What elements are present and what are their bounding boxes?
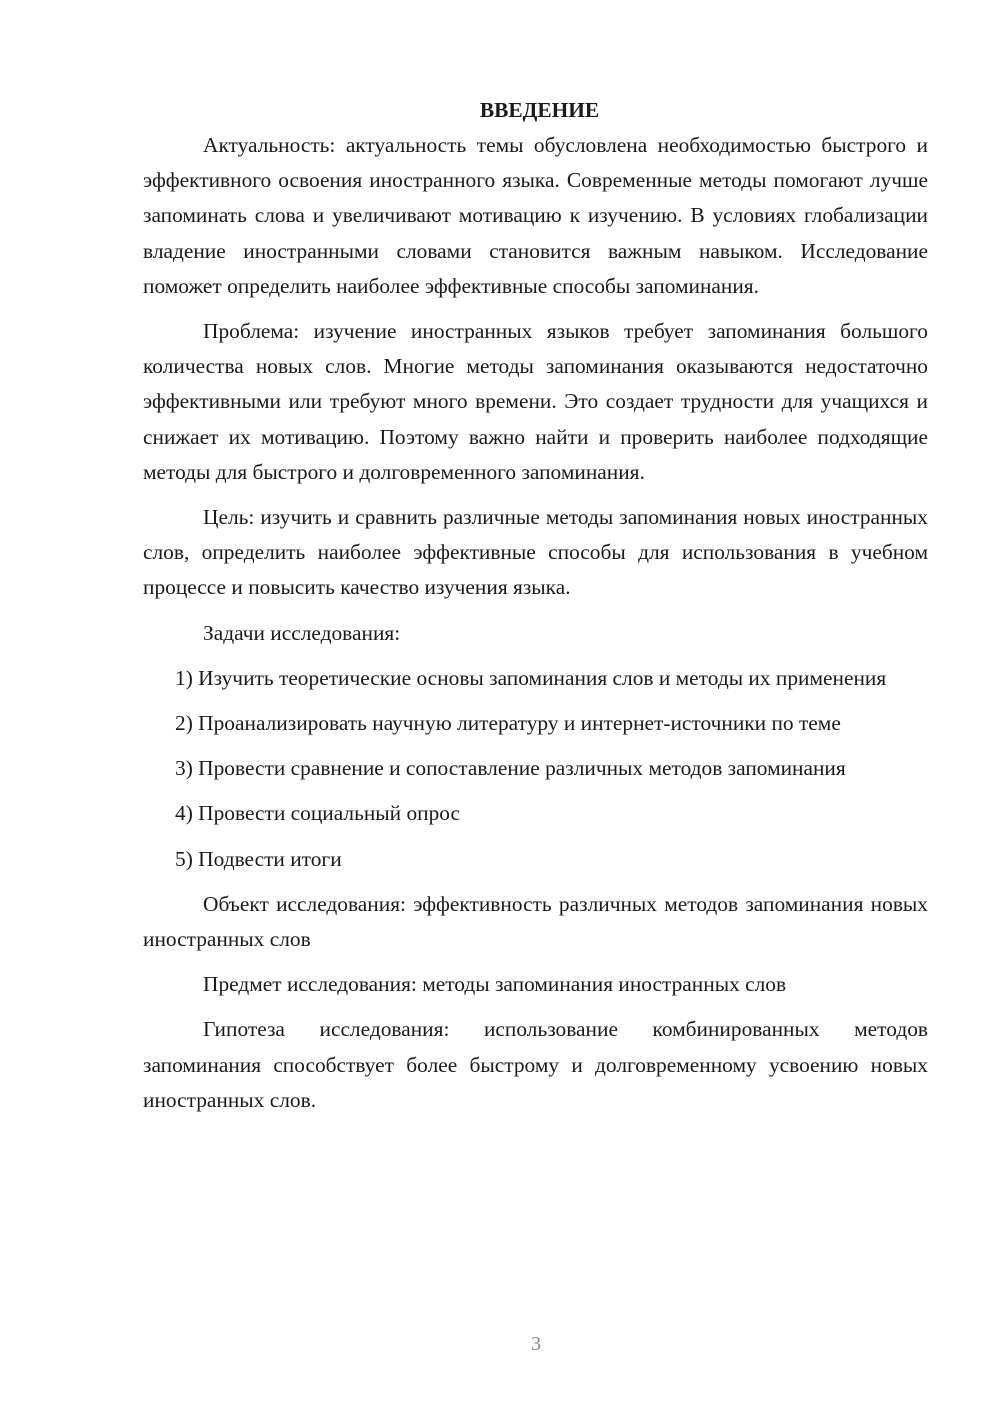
paragraph-subject: Предмет исследования: методы запоминания иностранных слов [203, 972, 787, 997]
tasks-title: Задачи исследования: [203, 620, 401, 645]
paragraph-relevance: Актуальность: актуальность темы обусловлена необходимостью быстрого и эффективного освоения иностранного языка. Современные методы помогают лучше запоминать слова и увеличивают мотивацию к изучению. В условиях глобализации владение иностранными словами становится важным навыком. Исследование поможет определить наиболее эффективные способы запоминания. [143, 133, 928, 298]
paragraph-problem: Проблема: изучение иностранных языков требует запоминания большого количества новых слов. Многие методы запоминания оказываются недостаточно эффективными или требуют много времени. Это создает трудности для учащихся и снижает их мотивацию. Поэтому важно найти и проверить наиболее подходящие методы для быстрого и долговременного запоминания. [143, 319, 928, 484]
paragraph-goal: Цель: изучить и сравнить различные методы запоминания новых иностранных слов, определить наиболее эффективные способы для использования в учебном процессе и повысить качество изучения языка. [143, 505, 928, 600]
list-item: 4) Провести социальный опрос [175, 801, 461, 826]
page-number: 3 [531, 1333, 541, 1355]
section-heading: ВВЕДЕНИЕ [479, 98, 600, 122]
list-item: 2) Проанализировать научную литературу и интернет-источники по теме [175, 711, 841, 736]
list-item: 3) Провести сравнение и сопоставление различных методов запоминания [175, 756, 846, 781]
paragraph-hypothesis: Гипотеза исследования: использование комбинированных методов запоминания способствует более быстрому и долговременному усвоению новых иностранных слов. [143, 1017, 928, 1112]
list-item: 5) Подвести итоги [175, 846, 342, 871]
list-item: 1) Изучить теоретические основы запоминания слов и методы их применения [175, 665, 887, 690]
paragraph-object: Объект исследования: эффективность различных методов запоминания новых иностранных слов [143, 891, 928, 952]
document-page [143, 92, 928, 1118]
